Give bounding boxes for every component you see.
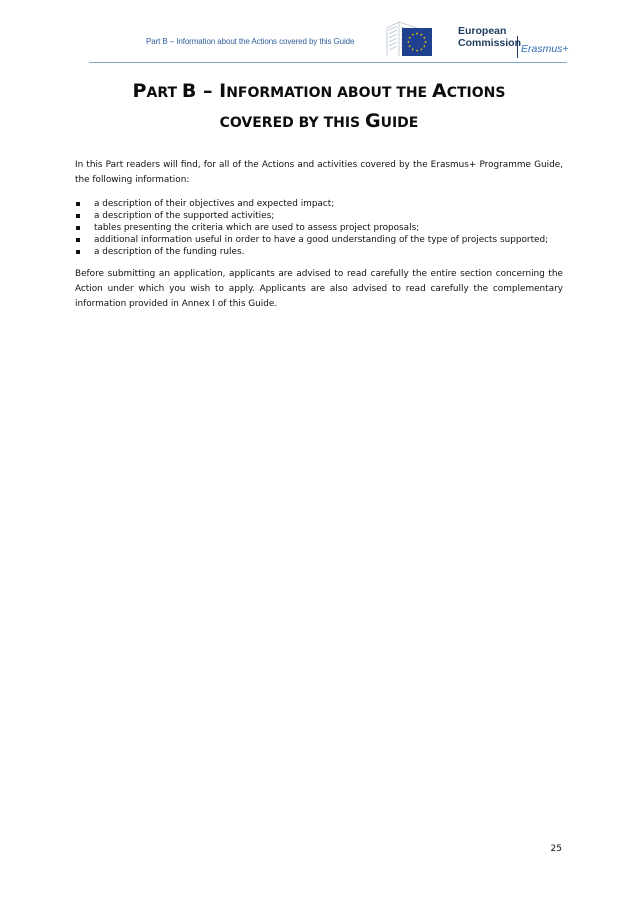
closing-paragraph: Before submitting an application, applicants are advised to read carefully the entire section concerning the Action under which you wish to apply. Applicants are also advised to read carefully the complementary information provided in Annex I of this Guide. bbox=[75, 269, 563, 309]
ec-wordmark bbox=[458, 25, 521, 49]
page-number: 25 bbox=[550, 844, 562, 854]
title-segment: ART bbox=[146, 85, 182, 101]
ec-wordmark-line1: European bbox=[458, 25, 507, 37]
title-segment: B – I bbox=[181, 80, 227, 102]
european-commission-logo bbox=[385, 16, 570, 60]
bullet-text: a description of the funding rules. bbox=[94, 247, 245, 257]
square-bullet-icon bbox=[76, 226, 80, 230]
header-rule bbox=[89, 62, 567, 63]
title-segment: COVERED BY THIS bbox=[219, 115, 365, 131]
square-bullet-icon bbox=[76, 238, 80, 242]
bullet-item bbox=[75, 222, 563, 234]
square-bullet-icon bbox=[76, 214, 80, 218]
title-segment: UIDE bbox=[380, 115, 419, 131]
ec-wordmark-line2: Commission bbox=[458, 37, 522, 49]
bullet-item bbox=[75, 246, 563, 258]
page-title-line1 bbox=[60, 80, 578, 102]
title-segment: P bbox=[132, 80, 147, 102]
title-segment: G bbox=[365, 110, 381, 132]
intro-paragraph: In this Part readers will find, for all of the Actions and activities covered by the Erasmus+ Programme Guide, the following information: bbox=[75, 160, 563, 185]
bullet-text: a description of their objectives and expected impact; bbox=[94, 199, 335, 209]
bullet-item bbox=[75, 198, 563, 210]
bullet-text: tables presenting the criteria which are used to assess project proposals; bbox=[94, 223, 420, 233]
square-bullet-icon bbox=[76, 250, 80, 254]
title-segment: CTIONS bbox=[446, 85, 506, 101]
erasmus-plus-wordmark: Erasmus+ bbox=[521, 43, 569, 55]
title-segment: A bbox=[431, 80, 447, 102]
logo-divider bbox=[517, 36, 518, 58]
bullet-text: additional information useful in order to have a good understanding of the type of projects supported; bbox=[94, 235, 549, 245]
page-title-line2 bbox=[60, 110, 578, 132]
eu-flag-icon bbox=[402, 28, 432, 56]
running-header-title: Part B – Information about the Actions covered by this Guide bbox=[146, 37, 355, 46]
information-bullet-list bbox=[75, 198, 563, 258]
title-segment: NFORMATION ABOUT THE bbox=[226, 85, 432, 101]
bullet-item bbox=[75, 210, 563, 222]
bullet-text: a description of the supported activities; bbox=[94, 211, 275, 221]
square-bullet-icon bbox=[76, 202, 80, 206]
bullet-item bbox=[75, 234, 563, 246]
